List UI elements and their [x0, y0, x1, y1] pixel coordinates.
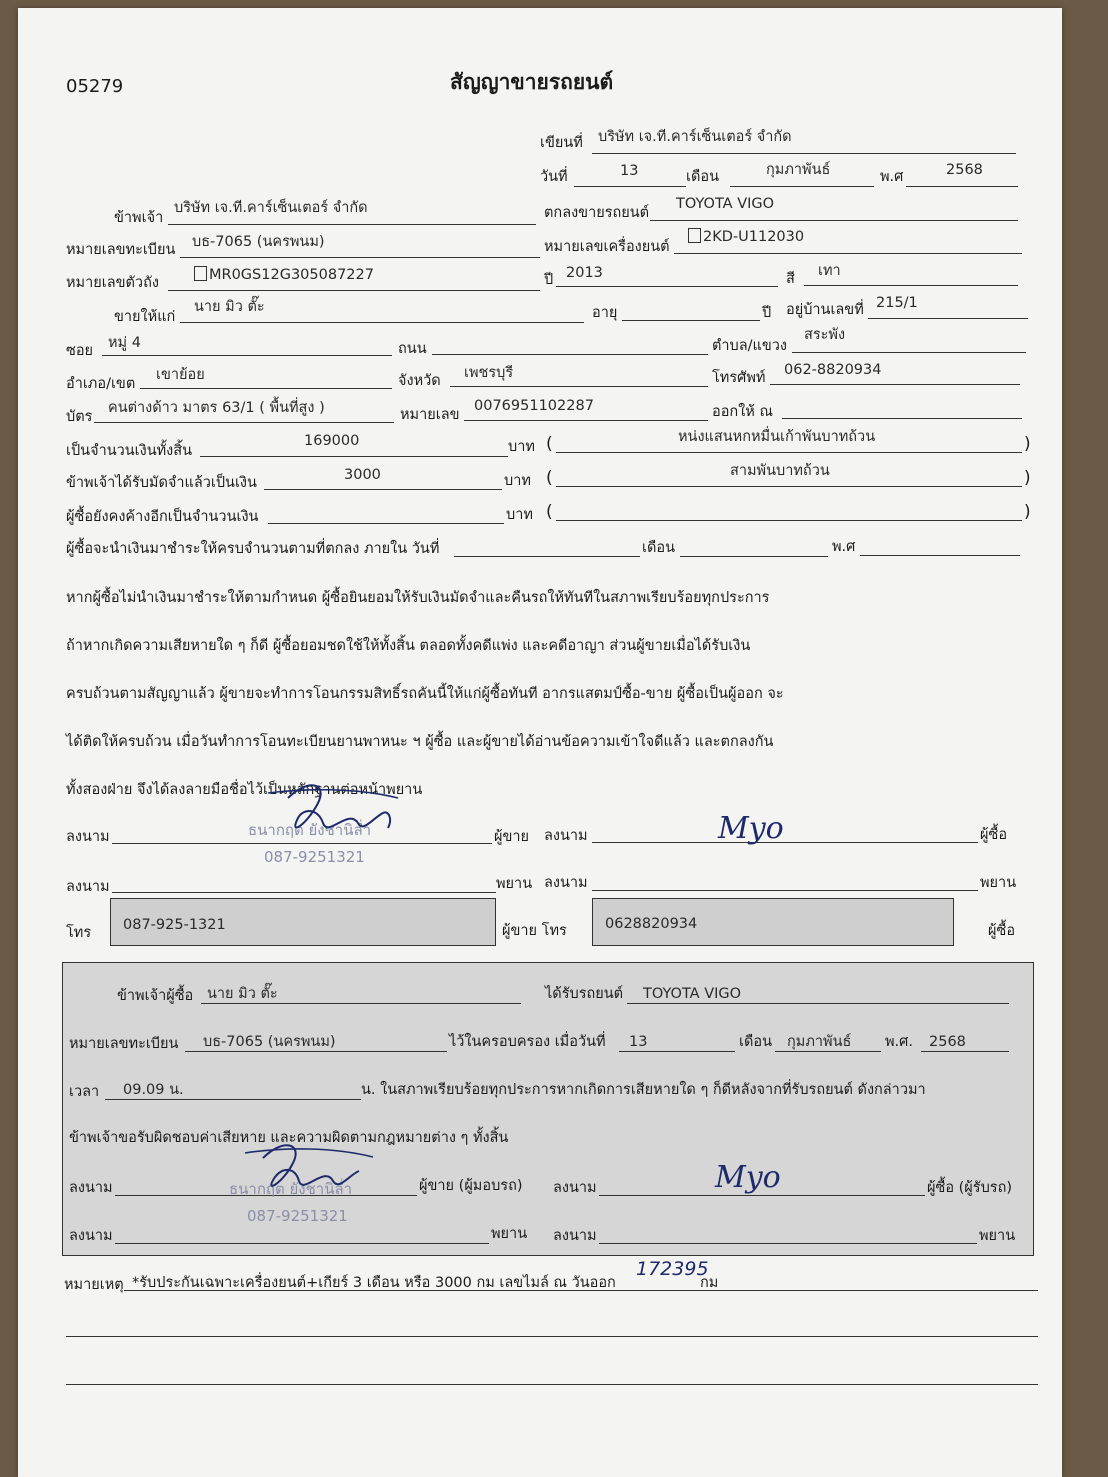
receipt-be-label: พ.ศ.: [885, 1034, 913, 1050]
sign-label: ลงนาม: [553, 1228, 597, 1244]
pay-by-be-label: พ.ศ: [832, 539, 856, 555]
registration-value[interactable]: บธ-7065 (นครพนม): [192, 234, 325, 250]
seller-name-value[interactable]: บริษัท เจ.ที.คาร์เซ็นเตอร์ จำกัด: [174, 200, 368, 216]
deposit-baht-label: บาท: [504, 473, 531, 489]
i-label: ข้าพเจ้า: [114, 210, 164, 226]
witness-label: พยาน: [980, 875, 1017, 891]
buyer-name-value[interactable]: นาย มิว ตั๊ะ: [194, 299, 265, 315]
card-number-label: หมายเลข: [400, 407, 460, 423]
receipt-year-value[interactable]: 2568: [929, 1034, 966, 1050]
seller-tel-label: ผู้ขาย โทร: [502, 923, 567, 939]
tel-label: โทร: [66, 925, 92, 941]
sell-to-label: ขายให้แก่: [114, 309, 176, 325]
age-label: อายุ: [592, 305, 618, 321]
receipt-received-label: ได้รับรถยนต์: [545, 986, 624, 1002]
province-value[interactable]: เพชรบุรี: [464, 365, 514, 381]
receipt-time-value[interactable]: 09.09 น.: [123, 1082, 184, 1098]
remaining-baht-label: บาท: [506, 507, 533, 523]
address-no-label: อยู่บ้านเลขที่: [786, 302, 864, 318]
receipt-buyer-signature: Myo: [715, 1160, 781, 1195]
receipt-car-value[interactable]: TOYOTA VIGO: [643, 986, 742, 1002]
color-label: สี: [786, 271, 795, 287]
card-label: บัตร: [66, 409, 93, 425]
soi-label: ซอย: [66, 343, 94, 359]
receipt-text-1: น. ในสภาพเรียบร้อยทุกประการหากเกิดการเสียหายใด ๆ ก็ดีหลังจากที่รับรถยนต์ ดังกล่าวมา: [361, 1082, 926, 1098]
close-paren: ): [1024, 434, 1031, 454]
month-value[interactable]: กุมภาพันธ์: [766, 162, 831, 178]
contract-paper: [18, 8, 1062, 1477]
district-label: อำเภอ/เขต: [66, 376, 136, 392]
date-label: วันที่: [540, 169, 568, 185]
car-model-value[interactable]: TOYOTA VIGO: [676, 196, 775, 212]
deposit-value[interactable]: 3000: [344, 467, 381, 483]
province-label: จังหวัด: [398, 373, 441, 389]
sign-label: ลงนาม: [69, 1228, 113, 1244]
registration-label: หมายเลขทะเบียน: [66, 242, 176, 258]
receipt-month-label: เดือน: [739, 1034, 772, 1050]
receipt-seller-stamp-phone: 087-9251321: [247, 1207, 348, 1225]
phone-value[interactable]: 062-8820934: [784, 362, 882, 378]
witness-label: พยาน: [496, 876, 533, 892]
phone-label: โทรศัพท์: [712, 370, 766, 386]
terms-line-4: ได้ติดให้ครบถ้วน เมื่อวันทำการโอนทะเบียนยานพาหนะ ฯ ผู้ซื้อ และผู้ขายได้อ่านข้อความเข้าใจดีแล้ว และตกลงกัน: [66, 734, 774, 750]
seller-phone-value: 087-925-1321: [123, 917, 226, 933]
receipt-seller-role: ผู้ขาย (ผู้มอบรถ): [419, 1178, 523, 1194]
deposit-words-value[interactable]: สามพันบาทถ้วน: [730, 463, 830, 479]
subdistrict-value[interactable]: สระพัง: [804, 327, 846, 343]
receipt-reg-value[interactable]: บธ-7065 (นครพนม): [203, 1034, 336, 1050]
terms-line-3: ครบถ้วนตามสัญญาแล้ว ผู้ขายจะทำการโอนกรรมสิทธิ์รถคันนี้ให้แก่ผู้ซื้อทันที อากรแสตมป์ซื้อ-ขาย ผู้ซื้อเป็นผู้ออก จะ: [66, 686, 784, 702]
open-paren: (: [546, 468, 553, 488]
deposit-label: ข้าพเจ้าได้รับมัดจำแล้วเป็นเงิน: [66, 475, 257, 491]
sign-label: ลงนาม: [66, 829, 110, 845]
receipt-possession-label: ไว้ในครอบครอง เมื่อวันที่: [449, 1034, 606, 1050]
address-no-value[interactable]: 215/1: [876, 295, 918, 311]
sign-label: ลงนาม: [69, 1180, 113, 1196]
receipt-text-2: ข้าพเจ้าขอรับผิดชอบค่าเสียหาย และความผิดตามกฎหมายต่าง ๆ ทั้งสิ้น: [69, 1130, 509, 1146]
seller-stamp-phone: 087-9251321: [264, 848, 365, 866]
terms-line-5: ทั้งสองฝ่าย จึงได้ลงลายมือชื่อไว้เป็นหลักฐานต่อหน้าพยาน: [66, 782, 423, 798]
remaining-label: ผู้ซื้อยังคงค้างอีกเป็นจำนวนเงิน: [66, 509, 259, 525]
sign-label: ลงนาม: [544, 875, 588, 891]
written-at-value[interactable]: บริษัท เจ.ที.คาร์เซ็นเตอร์ จำกัด: [598, 129, 792, 145]
remark-unit: กม: [700, 1275, 719, 1291]
open-paren: (: [546, 434, 553, 454]
seller-phone-box[interactable]: [110, 898, 496, 946]
sign-label: ลงนาม: [66, 879, 110, 895]
remark-text: *รับประกันเฉพาะเครื่องยนต์+เกียร์ 3 เดือน หรือ 3000 กม เลขไมล์ ณ วันออก: [132, 1275, 616, 1291]
terms-line-2: ถ้าหากเกิดความเสียหายใด ๆ ก็ดี ผู้ซื้อยอมชดใช้ให้ทั้งสิ้น ตลอดทั้งคดีแพ่ง และคดีอาญา ส่วนผู้ขายเมื่อได้รับเงิน: [66, 638, 751, 654]
agree-sell-label: ตกลงขายรถยนต์: [544, 205, 650, 221]
open-paren: (: [546, 502, 553, 522]
chassis-label: หมายเลขตัวถัง: [66, 275, 159, 291]
buyer-phone-box[interactable]: [592, 898, 954, 946]
year-label: ปี: [544, 272, 554, 288]
month-label: เดือน: [686, 169, 719, 185]
receipt-buyer-value[interactable]: นาย มิว ตั๊ะ: [207, 986, 278, 1002]
receipt-month-value[interactable]: กุมภาพันธ์: [787, 1034, 852, 1050]
pay-by-month-label: เดือน: [642, 540, 675, 556]
district-value[interactable]: เขาย้อย: [156, 367, 205, 383]
buyer-role-label: ผู้ซื้อ: [988, 923, 1016, 939]
terms-line-1: หากผู้ซื้อไม่นำเงินมาชำระให้ตามกำหนด ผู้ซื้อยินยอมให้รับเงินมัดจำและคืนรถให้ทันทีในสภาพเรียบร้อยทุกประการ: [66, 590, 770, 606]
page-title: สัญญาขายรถยนต์: [450, 70, 614, 94]
year-be-value[interactable]: 2568: [946, 162, 983, 178]
receipt-seller-signature: [233, 1133, 383, 1203]
road-label: ถนน: [398, 341, 427, 357]
day-value[interactable]: 13: [620, 163, 639, 179]
receipt-reg-label: หมายเลขทะเบียน: [69, 1036, 179, 1052]
sign-label: ลงนาม: [553, 1180, 597, 1196]
witness-label: พยาน: [491, 1226, 528, 1242]
seller-stamp-name: ธนากฤต ยังชานิล่ำ: [248, 821, 372, 839]
color-value[interactable]: เทา: [818, 263, 841, 279]
buyer-phone-value: 0628820934: [605, 916, 698, 932]
subdistrict-label: ตำบล/แขวง: [712, 338, 788, 354]
total-words-value[interactable]: หน่งแสนหกหมื่นเก้าพันบาทถ้วน: [678, 429, 876, 445]
buyer-signature: Myo: [718, 811, 784, 846]
close-paren: ): [1024, 468, 1031, 488]
total-value[interactable]: 169000: [304, 433, 360, 449]
remark-mileage[interactable]: 172395: [636, 1258, 709, 1280]
years-label: ปี: [762, 305, 772, 321]
witness-label: พยาน: [979, 1228, 1016, 1244]
receipt-time-label: เวลา: [69, 1084, 100, 1100]
issued-at-label: ออกให้ ณ: [712, 404, 773, 420]
remark-label: หมายเหตุ: [64, 1277, 124, 1293]
car-year-value[interactable]: 2013: [566, 265, 603, 281]
sign-label: ลงนาม: [544, 828, 588, 844]
receipt-buyer-label: ข้าพเจ้าผู้ซื้อ: [117, 988, 194, 1004]
soi-value[interactable]: หมู่ 4: [108, 335, 141, 351]
receipt-day-value[interactable]: 13: [629, 1034, 648, 1050]
seller-signature: [248, 778, 408, 848]
engine-value[interactable]: 2KD-U112030: [688, 228, 804, 245]
receipt-section: [62, 962, 1034, 1256]
card-value[interactable]: คนต่างด้าว มาตร 63/1 ( พื้นที่สูง ): [108, 400, 325, 416]
pay-by-label: ผู้ซื้อจะนำเงินมาชำระให้ครบจำนวนตามที่ตกลง ภายใน วันที่: [66, 541, 440, 557]
buyer-role-label: ผู้ซื้อ: [980, 827, 1008, 843]
doc-number: 05279: [66, 76, 124, 97]
total-baht-label: บาท: [508, 439, 535, 455]
card-number-value[interactable]: 0076951102287: [474, 398, 594, 414]
written-at-label: เขียนที่: [540, 135, 583, 151]
be-label: พ.ศ: [880, 169, 904, 185]
engine-label: หมายเลขเครื่องยนต์: [544, 239, 670, 255]
close-paren: ): [1024, 502, 1031, 522]
seller-role-label: ผู้ขาย: [494, 829, 530, 845]
total-label: เป็นจำนวนเงินทั้งสิ้น: [66, 443, 193, 459]
receipt-seller-stamp-name: ธนากฤต ยังชานิล่ำ: [229, 1180, 353, 1198]
receipt-buyer-role: ผู้ซื้อ (ผู้รับรถ): [927, 1180, 1013, 1196]
chassis-value[interactable]: MR0GS12G305087227: [194, 266, 374, 283]
